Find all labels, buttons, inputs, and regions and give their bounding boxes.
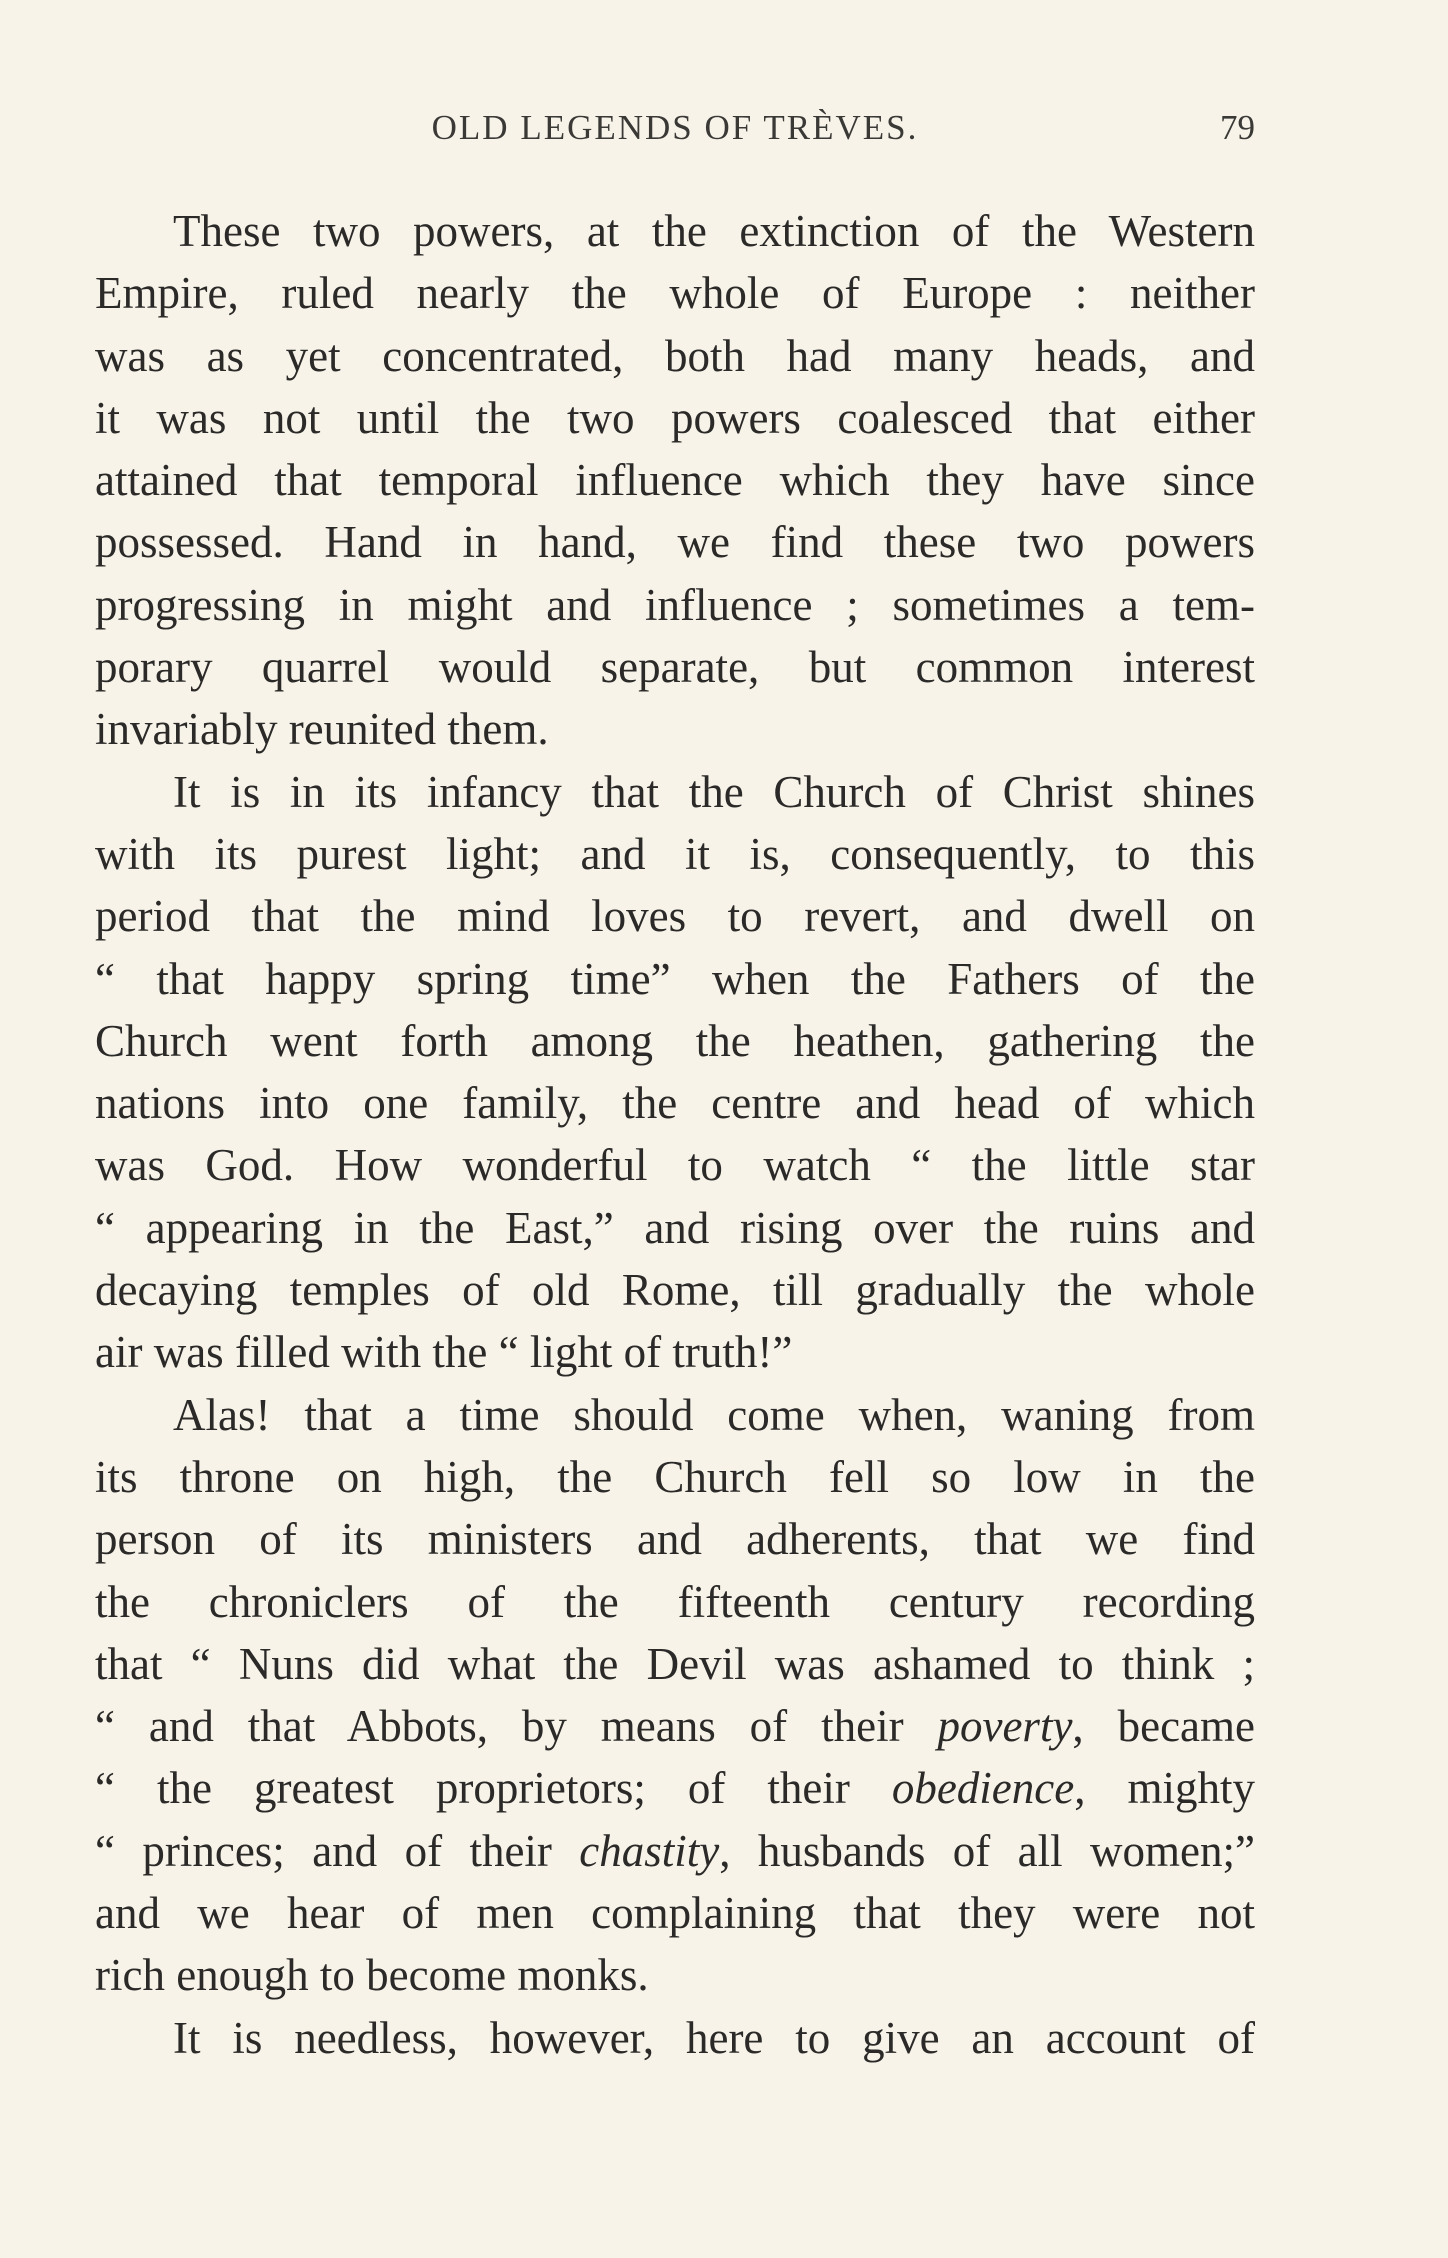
text-segment: , became xyxy=(1072,1701,1255,1752)
text-segment: , mighty xyxy=(1074,1763,1255,1814)
text-line xyxy=(95,1757,1255,1819)
text-line: It is needless, however, here to give an account of xyxy=(173,2012,1255,2063)
text-segment: “ princes; and of their xyxy=(95,1825,580,1876)
running-title: OLD LEGENDS OF TRÈVES. xyxy=(431,108,919,147)
text-line: air was filled with the “ light of truth!” xyxy=(95,1327,793,1378)
text-line: Empire, ruled nearly the whole of Europe : neither xyxy=(95,268,1255,319)
text-line: possessed. Hand in hand, we find these two powers xyxy=(95,517,1255,568)
text-line: It is in its infancy that the Church of Christ shines xyxy=(173,766,1255,817)
text-line: progressing in might and influence ; sometimes a tem- xyxy=(95,579,1255,630)
italic-word: obedience xyxy=(891,1763,1075,1814)
page-number: 79 xyxy=(1220,108,1255,147)
text-line: the chroniclers of the fifteenth century recording xyxy=(95,1576,1255,1627)
text-line: was as yet concentrated, both had many heads, and xyxy=(95,330,1255,381)
text-line: its throne on high, the Church fell so low in the xyxy=(95,1451,1255,1502)
body-text xyxy=(95,200,1255,2069)
text-line: person of its ministers and adherents, that we find xyxy=(95,1514,1255,1565)
text-line: rich enough to become monks. xyxy=(95,1950,649,2001)
text-line: “ appearing in the East,” and rising over the ruins and xyxy=(95,1202,1255,1253)
text-line: with its purest light; and it is, consequently, to this xyxy=(95,828,1255,879)
text-line: invariably reunited them. xyxy=(95,704,549,755)
text-segment: , husbands of all women;” xyxy=(719,1825,1255,1876)
text-line xyxy=(95,1695,1255,1757)
text-line: porary quarrel would separate, but common interest xyxy=(95,642,1255,693)
text-segment: “ and that Abbots, by means of their xyxy=(95,1701,938,1752)
text-line: Church went forth among the heathen, gathering the xyxy=(95,1015,1255,1066)
italic-word: poverty xyxy=(937,1701,1073,1752)
italic-word: chastity xyxy=(579,1825,720,1876)
text-line: and we hear of men complaining that they were not xyxy=(95,1888,1255,1939)
text-line: was God. How wonderful to watch “ the little star xyxy=(95,1140,1255,1191)
text-line: These two powers, at the extinction of the Western xyxy=(173,206,1255,256)
text-line: that “ Nuns did what the Devil was ashamed to think ; xyxy=(95,1638,1255,1689)
text-line: decaying temples of old Rome, till gradually the whole xyxy=(95,1265,1255,1316)
text-line: attained that temporal influence which they have since xyxy=(95,455,1255,506)
text-line: nations into one family, the centre and head of which xyxy=(95,1078,1255,1129)
text-segment: “ the greatest proprietors; of their xyxy=(95,1763,892,1814)
text-line: it was not until the two powers coalesced that either xyxy=(95,392,1255,443)
text-line: period that the mind loves to revert, and dwell on xyxy=(95,891,1255,942)
running-head xyxy=(95,108,1255,158)
text-line: “ that happy spring time” when the Fathers of the xyxy=(95,953,1255,1004)
text-line: Alas! that a time should come when, waning from xyxy=(173,1389,1255,1440)
text-line xyxy=(95,1820,1255,1882)
